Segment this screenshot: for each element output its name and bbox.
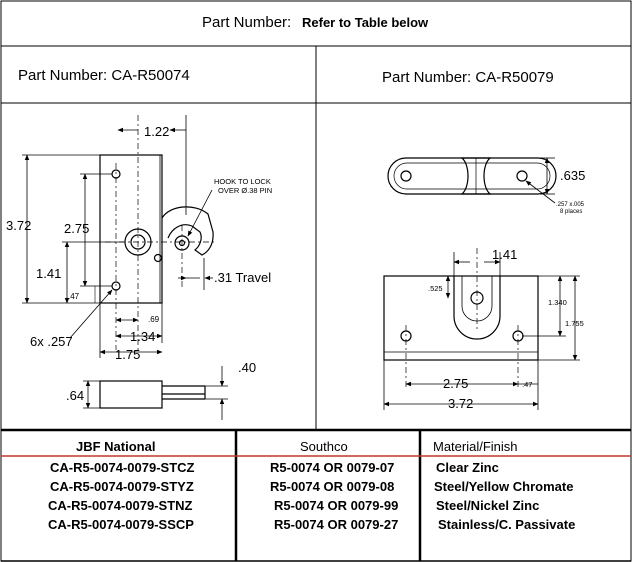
- table-row-3-southco: R5-0074 OR 0079-99: [274, 498, 399, 513]
- col-header-southco: Southco: [300, 439, 348, 454]
- part-table: [0, 430, 632, 562]
- dim-1-340: 1.340: [548, 298, 567, 307]
- right-dim-labels: [428, 168, 585, 411]
- table-row-3-jbf: CA-R5-0074-0079-STNZ: [48, 498, 193, 513]
- dim-1-34: 1.34: [130, 329, 156, 344]
- dim-0-40: .40: [238, 360, 257, 375]
- table-row-4-jbf: CA-R5-0074-0079-SSCP: [48, 517, 194, 532]
- left-drawing: [100, 155, 213, 408]
- left-part-number: Part Number: CA-R50074: [18, 67, 190, 84]
- dim-1-22: 1.22: [144, 124, 170, 139]
- dim-0-635: .635: [560, 168, 586, 183]
- dim-r-3-72: 3.72: [448, 396, 474, 411]
- table-row-1-southco: R5-0074 OR 0079-07: [270, 460, 395, 475]
- dim-2-75: 2.75: [64, 221, 90, 236]
- right-drawing: [384, 158, 556, 360]
- right-centerlines: [406, 248, 518, 390]
- hole-note-1: .257 x.005: [556, 202, 585, 208]
- right-part-number: Part Number: CA-R50079: [382, 69, 554, 86]
- dim-r-0-47: .47: [522, 380, 533, 389]
- left-dim-labels: [6, 124, 272, 403]
- dim-1-41: 1.41: [36, 266, 62, 281]
- dim-3-72: 3.72: [6, 218, 32, 233]
- table-row-4-southco: R5-0074 OR 0079-27: [274, 517, 399, 532]
- dim-0-47: .47: [68, 292, 80, 301]
- table-row-3-material: Steel/Nickel Zinc: [436, 498, 540, 513]
- dim-0-64: .64: [66, 388, 85, 403]
- dim-r-2-75: 2.75: [443, 376, 469, 391]
- right-dimensions: [384, 158, 583, 410]
- dim-holes: 6x .257: [30, 334, 73, 349]
- col-header-jbf: JBF National: [76, 439, 156, 454]
- table-row-2-jbf: CA-R5-0074-0079-STYZ: [50, 479, 194, 494]
- hook-note-2: OVER Ø.38 PIN: [218, 186, 273, 195]
- dim-r-1-41: 1.41: [492, 247, 518, 262]
- table-row-2-material: Steel/Yellow Chromate: [434, 479, 574, 494]
- table-row-4-material: Stainless/C. Passivate: [438, 517, 576, 532]
- dim-travel: .31 Travel: [214, 270, 272, 285]
- table-row-2-southco: R5-0074 OR 0079-08: [270, 479, 395, 494]
- dim-0-69: .69: [148, 315, 160, 324]
- header-value: Refer to Table below: [302, 15, 429, 30]
- col-header-material: Material/Finish: [433, 439, 518, 454]
- dim-1-75: 1.75: [115, 347, 141, 362]
- header-label: Part Number:: [202, 14, 292, 31]
- hook-note-1: HOOK TO LOCK: [214, 177, 271, 186]
- hole-note-2: 8 places: [560, 209, 583, 215]
- dim-0-525: .525: [428, 284, 443, 293]
- table-row-1-jbf: CA-R5-0074-0079-STCZ: [50, 460, 195, 475]
- table-row-1-material: Clear Zinc: [436, 460, 499, 475]
- dim-1-755: 1.755: [565, 319, 584, 328]
